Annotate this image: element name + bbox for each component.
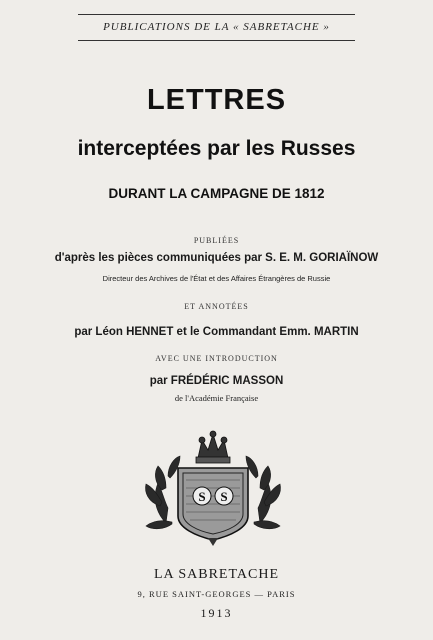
intro-author-role: de l'Académie Française (174, 393, 259, 403)
annotators-line: par Léon HENNET et le Commandant Emm. MARTIN (74, 326, 359, 338)
intro-label: AVEC UNE INTRODUCTION (155, 354, 278, 363)
book-title: LETTRES (146, 84, 287, 116)
series-title: PUBLICATIONS DE LA « SABRETACHE » (103, 21, 330, 33)
header-rule-bottom (78, 40, 355, 41)
campaign-line: DURANT LA CAMPAGNE DE 1812 (108, 186, 325, 201)
annotated-label: ET ANNOTÉES (184, 302, 249, 311)
intro-author: par FRÉDÉRIC MASSON (149, 375, 284, 387)
publisher-address: 9, RUE SAINT-GEORGES — PARIS (137, 589, 296, 599)
publication-year: 1913 (200, 606, 233, 620)
published-label: PUBLIÉES (193, 236, 240, 245)
sabretache-emblem-icon (138, 428, 288, 546)
svg-text:S: S (220, 489, 228, 504)
source-line: d'après les pièces communiquées par S. E. M. GORIAÏNOW (54, 252, 379, 264)
header-rule-top (78, 14, 355, 15)
source-role: Directeur des Archives de l'État et des Affaires Étrangères de Russie (102, 274, 331, 283)
book-subtitle: interceptées par les Russes (77, 137, 356, 160)
emblem-graphic (138, 428, 288, 546)
svg-text:S: S (198, 489, 206, 504)
publisher-name: LA SABRETACHE (153, 567, 280, 582)
